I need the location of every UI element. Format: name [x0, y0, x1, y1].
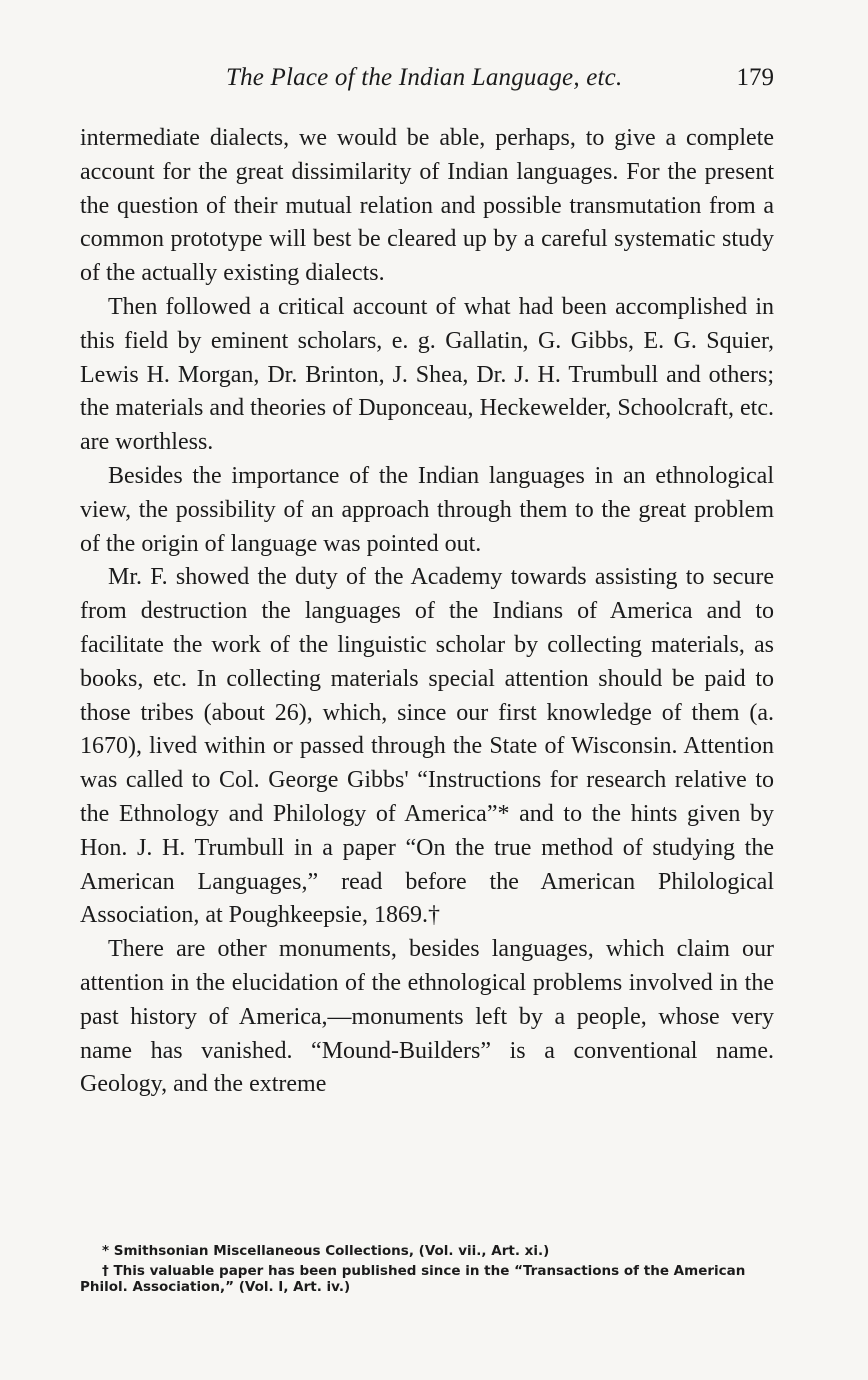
footnote: † This valuable paper has been published since in the “Transactions of the American Philol. Association,” (Vol. I, Art. iv.) [80, 1263, 746, 1295]
footnotes [80, 1243, 774, 1299]
running-title: The Place of the Indian Language, etc. [226, 64, 623, 91]
body-text [80, 122, 774, 1102]
paragraph: Then followed a critical account of what had been accomplished in this field by eminent scholars, e. g. Gallatin, G. Gibbs, E. G. Squier, Lewis H. Morgan, Dr. Brinton, J. Shea, Dr. J. H. Trumbull and others; the materials and theories of Duponceau, Heckewelder, Schoolcraft, etc. are worthless. [80, 293, 774, 456]
paragraph: Mr. F. showed the duty of the Academy towards assisting to secure from destruction the languages of the Indians of America and to facilitate the work of the linguistic scholar by collecting materials, as books, etc. In collecting materials special attention should be paid to those tribes (about 26), which, since our first knowledge of them (a. 1670), lived within or passed through the State of Wisconsin. Attention was called to Col. George Gibbs' “Instructions for research relative to the Ethnology and Philology of America”* and to the hints given by Hon. J. H. Trumbull in a paper “On the true method of studying the American Languages,” read before the American Philological Association, at Poughkeepsie, 1869.† [80, 564, 774, 929]
running-head [80, 60, 774, 100]
footnote: * Smithsonian Miscellaneous Collections, (Vol. vii., Art. xi.) [102, 1243, 550, 1259]
page-number: 179 [736, 64, 774, 91]
paragraph-continued: intermediate dialects, we would be able, perhaps, to give a complete account for the great dissimilarity of Indian languages. For the present the question of their mutual relation and possible transmutation from a common prototype will best be cleared up by a careful systematic study of the actually existing dialects. [80, 125, 774, 287]
paragraph: Besides the importance of the Indian languages in an ethnological view, the possibility of an approach through them to the great problem of the origin of language was pointed out. [80, 462, 774, 557]
paragraph: There are other monuments, besides languages, which claim our attention in the elucidation of the ethnological problems involved in the past history of America,—monuments left by a people, whose very name has vanished. “Mound-Builders” is a conventional name. Geology, and the extreme [80, 936, 774, 1098]
